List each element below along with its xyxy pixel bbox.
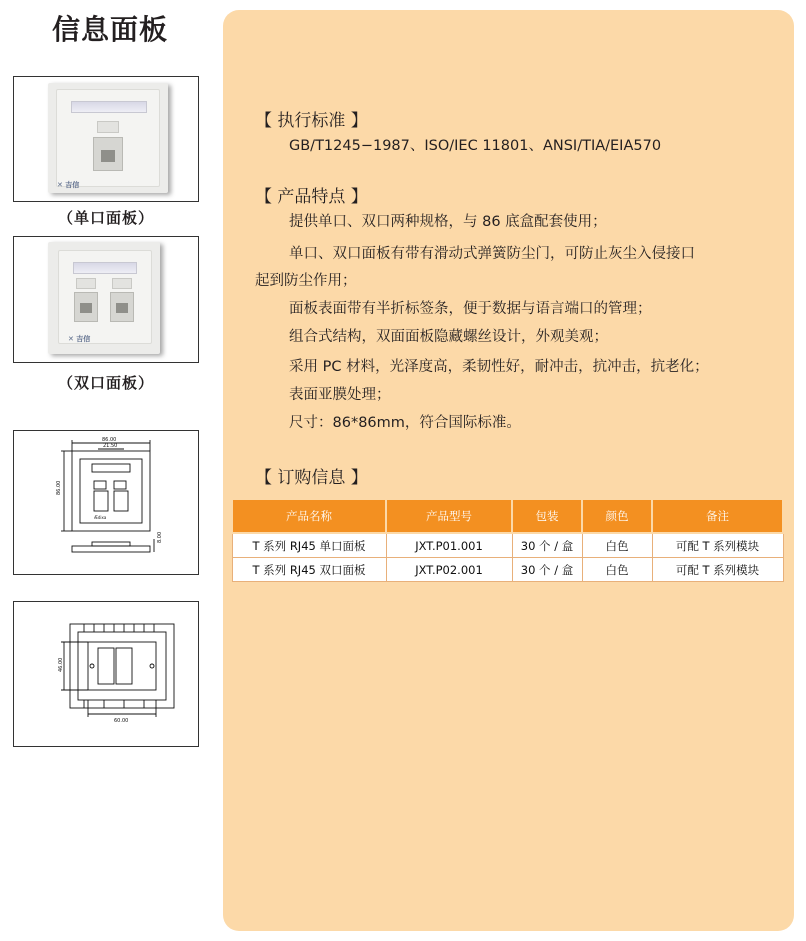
col-header: 产品名称	[232, 499, 386, 533]
page-title: 信息面板	[52, 13, 169, 46]
table-cell: JXT.P02.001	[386, 558, 512, 582]
port-door	[97, 121, 119, 133]
feature-line: 尺寸：86*86mm，符合国际标准。	[289, 415, 521, 431]
dimension-drawing-svg	[14, 431, 198, 574]
feature-line: 起到防尘作用；	[255, 273, 357, 289]
order-table	[231, 498, 784, 582]
table-cell: JXT.P01.001	[386, 533, 512, 558]
table-cell: 白色	[582, 533, 652, 558]
order-heading: 【 订购信息 】	[255, 468, 368, 488]
rj45-port	[110, 292, 134, 322]
table-cell: 可配 T 系列模块	[652, 533, 783, 558]
rear-outline	[70, 624, 174, 708]
feature-line: 提供单口、双口两种规格，与 86 底盒配套使用；	[289, 214, 607, 230]
port-door	[76, 278, 96, 289]
feature-line: 单口、双口面板有带有滑动式弹簧防尘门，可防止灰尘入侵接口	[289, 246, 695, 262]
col-header: 颜色	[582, 499, 652, 533]
table-cell: T 系列 RJ45 单口面板	[232, 533, 386, 558]
table-row	[232, 533, 783, 558]
dim-top-label: 86.00	[102, 437, 117, 443]
front-side-drawing	[13, 430, 199, 575]
rj45-port	[74, 292, 98, 322]
plate-outline	[72, 451, 150, 531]
logo-label: Ædixa	[94, 515, 107, 520]
dim-inner-label: 21.50	[103, 443, 118, 449]
dim-width-label: 60.00	[114, 718, 129, 724]
double-panel-photo	[13, 236, 199, 363]
feature-line: 组合式结构，双面面板隐藏螺丝设计，外观美观；	[289, 329, 608, 345]
table-row	[232, 558, 783, 582]
feature-line: 面板表面带有半折标签条，便于数据与语言端口的管理；	[289, 301, 652, 317]
feature-line: 采用 PC 材料，光泽度高，柔韧性好，耐冲击，抗冲击，抗老化；	[289, 359, 709, 375]
table-cell: 白色	[582, 558, 652, 582]
single-panel-photo	[13, 76, 199, 202]
table-cell: 30 个 / 盒	[512, 558, 582, 582]
table-header-row	[232, 499, 783, 533]
col-header: 产品型号	[386, 499, 512, 533]
table-cell: T 系列 RJ45 双口面板	[232, 558, 386, 582]
dim-height-label: 46.00	[58, 657, 64, 672]
single-plate	[48, 83, 168, 193]
table-cell: 30 个 / 盒	[512, 533, 582, 558]
port-door	[112, 278, 132, 289]
brand-logo: ✕ 吉信	[68, 335, 91, 343]
single-caption: （单口面板）	[57, 209, 154, 227]
standard-heading: 【 执行标准 】	[255, 111, 368, 131]
table-cell: 可配 T 系列模块	[652, 558, 783, 582]
brand-logo: ✕ 吉信	[57, 181, 80, 189]
feature-line: 表面亚膜处理；	[289, 387, 391, 403]
dim-side-label: 86.00	[56, 480, 62, 495]
standard-text: GB/T1245−1987、ISO/IEC 11801、ANSI/TIA/EIA570	[289, 138, 662, 154]
features-heading: 【 产品特点 】	[255, 187, 368, 207]
rear-drawing-svg	[14, 602, 198, 746]
rear-drawing	[13, 601, 199, 747]
double-plate	[48, 242, 160, 354]
label-window	[73, 262, 137, 274]
col-header: 备注	[652, 499, 783, 533]
double-caption: （双口面板）	[57, 374, 154, 392]
col-header: 包装	[512, 499, 582, 533]
rj45-port	[93, 137, 123, 171]
dim-depth-label: 8.00	[157, 531, 163, 543]
label-window	[71, 101, 147, 113]
